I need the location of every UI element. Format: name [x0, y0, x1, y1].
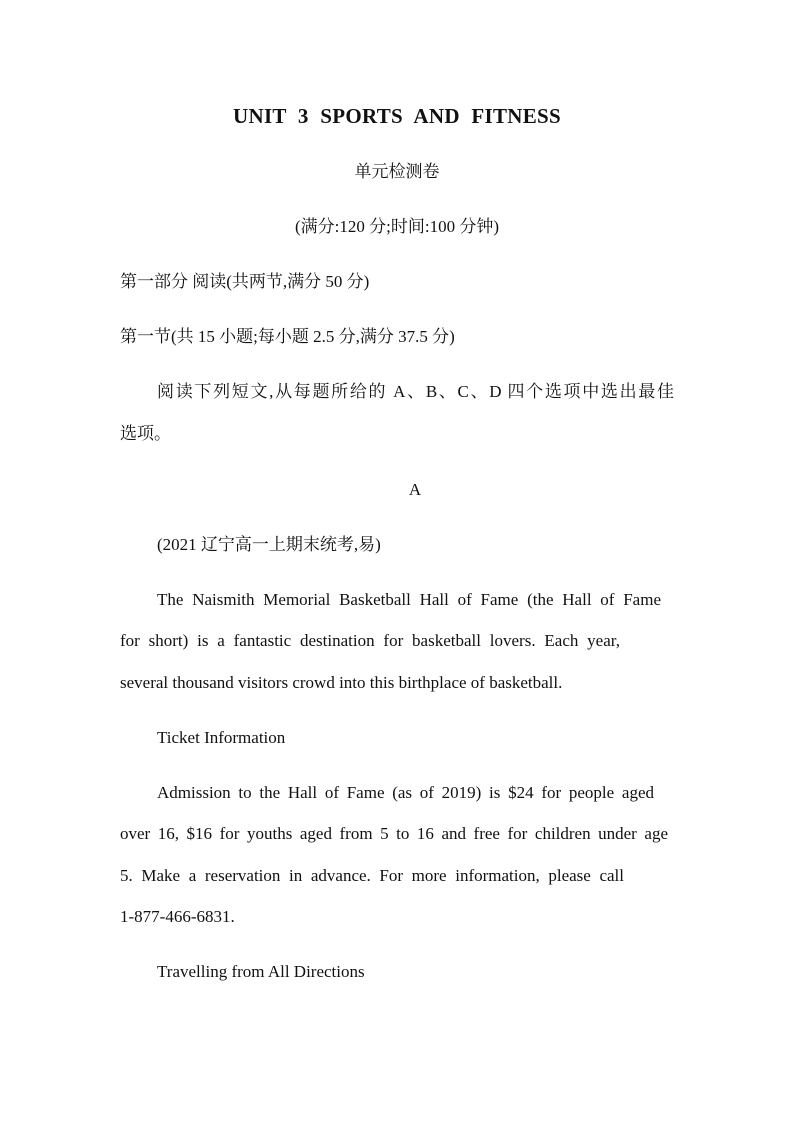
- instruction-line-1: 阅读下列短文,从每题所给的 A、B、C、D 四个选项中选出最佳: [157, 382, 674, 401]
- passage-source: (2021 辽宁高一上期末统考,易): [157, 535, 381, 554]
- subtitle: 单元检测卷: [354, 162, 440, 181]
- part-one-heading: 第一部分 阅读(共两节,满分 50 分): [120, 272, 370, 291]
- paragraph-2-line-1: Admission to the Hall of Fame (as of 2019) is $24 for people aged: [157, 783, 654, 802]
- passage-label: A: [408, 480, 422, 499]
- travel-heading: Travelling from All Directions: [157, 962, 365, 981]
- paragraph-1-line-2: for short) is a fantastic destination for basketball lovers. Each year,: [120, 631, 620, 650]
- ticket-heading: Ticket Information: [157, 728, 286, 747]
- paragraph-2-line-2: over 16, $16 for youths aged from 5 to 16 and free for children under age: [120, 824, 668, 843]
- paragraph-1-line-3: several thousand visitors crowd into this birthplace of basketball.: [120, 673, 563, 692]
- unit-title: UNIT 3 SPORTS AND FITNESS: [233, 104, 561, 128]
- section-one-heading: 第一节(共 15 小题;每小题 2.5 分,满分 37.5 分): [120, 327, 455, 346]
- paragraph-2-line-3: 5. Make a reservation in advance. For more information, please call: [120, 866, 624, 885]
- paragraph-2-line-4: 1-877-466-6831.: [120, 907, 235, 926]
- instruction-line-2: 选项。: [120, 424, 171, 443]
- paragraph-1-line-1: The Naismith Memorial Basketball Hall of Fame (the Hall of Fame: [157, 590, 661, 609]
- score-time-info: (满分:120 分;时间:100 分钟): [295, 217, 499, 236]
